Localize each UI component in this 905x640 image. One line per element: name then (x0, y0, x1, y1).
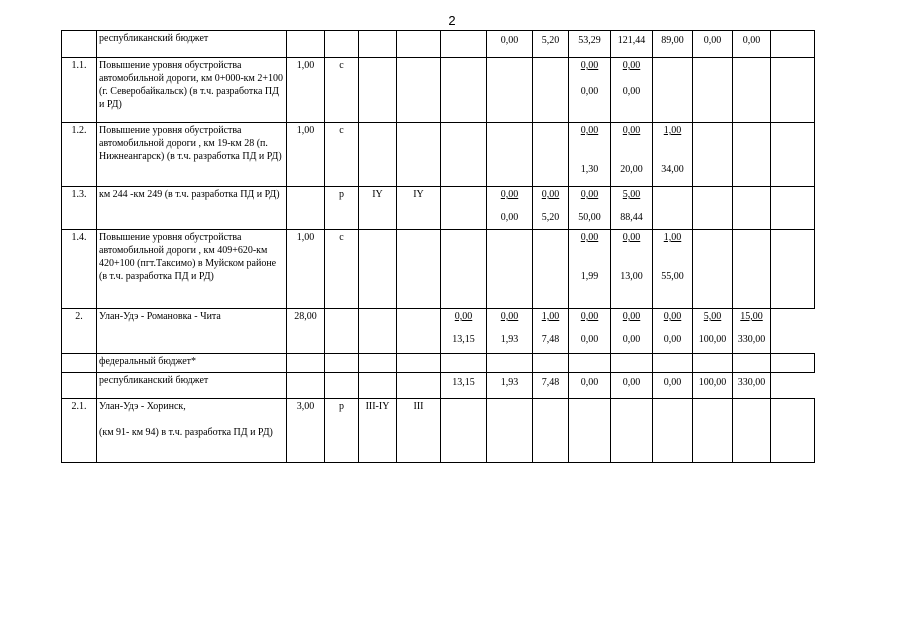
value-bottom: 13,00 (620, 271, 643, 282)
value-cell: 13,15 (441, 373, 487, 399)
value-bottom: 1,30 (580, 164, 599, 175)
value-top: 0,00 (500, 189, 519, 200)
value-bottom: 0,00 (580, 86, 599, 97)
value-cell: 0,00 (653, 373, 693, 399)
category-cell: IY (397, 187, 441, 230)
type-cell: с (325, 230, 359, 309)
table-row (62, 230, 815, 309)
value-cell: 0,00 (611, 373, 653, 399)
value-bottom: 0,00 (663, 334, 682, 345)
value-top: 5,00 (622, 189, 641, 200)
value-bottom: 13,15 (452, 334, 475, 345)
value-cell: 100,00 (693, 373, 733, 399)
value-bottom: 1,93 (500, 334, 519, 345)
length-cell: 1,00 (287, 58, 325, 123)
value-bottom: 50,00 (578, 212, 601, 223)
category-cell: III (397, 399, 441, 463)
value-bottom: 5,20 (541, 212, 560, 223)
row-name-continued: (км 91- км 94) в т.ч. разработка ПД и РД) (99, 427, 273, 438)
value-top: 0,00 (580, 189, 599, 200)
page-number: 2 (448, 13, 456, 28)
value-top: 0,00 (454, 311, 473, 322)
table-row (62, 373, 815, 399)
category-cell: III-IY (359, 399, 397, 463)
row-number: 1.1. (62, 58, 97, 123)
value-bottom: 330,00 (737, 334, 766, 345)
length-cell: 28,00 (287, 309, 325, 354)
value-bottom: 100,00 (698, 334, 727, 345)
value-bottom: 7,48 (541, 334, 560, 345)
length-cell: 1,00 (287, 123, 325, 187)
value-cell: 7,48 (533, 373, 569, 399)
row-number: 2. (62, 309, 97, 354)
table-row (62, 58, 815, 123)
row-name: Повышение уровня обустройства автомобильной дороги, км 0+000-км 2+100 (г. Северобайкальск) (в т.ч. разработка ПД и РД) (97, 58, 287, 123)
row-label: федеральный бюджет* (97, 354, 287, 373)
length-cell: 1,00 (287, 230, 325, 309)
value-cell: 0,00 (487, 31, 533, 58)
value-top: 0,00 (622, 232, 641, 243)
num-cell (62, 31, 97, 58)
value-cell: 1,93 (487, 373, 533, 399)
table-row (62, 31, 815, 58)
row-number: 2.1. (62, 399, 97, 463)
row-number: 1.4. (62, 230, 97, 309)
value-top: 0,00 (663, 311, 682, 322)
value-top: 0,00 (580, 125, 599, 136)
table-row (62, 354, 815, 373)
row-label: республиканский бюджет (97, 373, 287, 399)
table-row (62, 309, 815, 354)
value-top: 0,00 (580, 311, 599, 322)
value-top: 1,00 (663, 125, 682, 136)
type-cell: р (325, 187, 359, 230)
value-bottom: 0,00 (500, 212, 519, 223)
value-bottom: 20,00 (620, 164, 643, 175)
value-cell: 0,00 (693, 31, 733, 58)
category-cell: IY (359, 187, 397, 230)
row-name: км 244 -км 249 (в т.ч. разработка ПД и РД) (97, 187, 287, 230)
value-bottom: 0,00 (580, 334, 599, 345)
value-cell: 0,00 (569, 373, 611, 399)
row-name: Повышение уровня обустройства автомобильной дороги , км 19-км 28 (п. Нижнеангарск) (в т.ч. разработка ПД и РД) (97, 123, 287, 187)
value-cell: 89,00 (653, 31, 693, 58)
value-bottom: 55,00 (661, 271, 684, 282)
value-bottom: 88,44 (620, 212, 643, 223)
row-name: Улан-Удэ - Хоринск, (99, 401, 186, 412)
table-row (62, 399, 815, 463)
value-bottom: 34,00 (661, 164, 684, 175)
row-number: 1.3. (62, 187, 97, 230)
value-cell: 121,44 (611, 31, 653, 58)
value-top: 15,00 (740, 311, 763, 322)
type-cell: р (325, 399, 359, 463)
table-row (62, 123, 815, 187)
value-top: 0,00 (580, 232, 599, 243)
value-bottom: 0,00 (622, 86, 641, 97)
value-top: 0,00 (500, 311, 519, 322)
value-cell: 53,29 (569, 31, 611, 58)
row-number: 1.2. (62, 123, 97, 187)
value-top: 0,00 (541, 189, 560, 200)
value-cell: 0,00 (733, 31, 771, 58)
value-cell: 5,20 (533, 31, 569, 58)
value-top: 0,00 (622, 125, 641, 136)
value-top: 1,00 (541, 311, 560, 322)
value-cell: 330,00 (733, 373, 771, 399)
value-top: 0,00 (622, 311, 641, 322)
length-cell: 3,00 (287, 399, 325, 463)
type-cell: с (325, 123, 359, 187)
value-top: 5,00 (703, 311, 722, 322)
value-bottom: 0,00 (622, 334, 641, 345)
value-bottom: 1,99 (580, 271, 599, 282)
value-top: 0,00 (580, 60, 599, 71)
row-name: Повышение уровня обустройства автомобильной дороги , км 409+620-км 420+100 (пгт.Таксимо) в Муйском районе (в т.ч. разработка ПД и РД) (97, 230, 287, 309)
type-cell: с (325, 58, 359, 123)
row-label: республиканский бюджет (97, 31, 287, 58)
table-row (62, 187, 815, 230)
row-name: Улан-Удэ - Романовка - Чита (97, 309, 287, 354)
value-top: 1,00 (663, 232, 682, 243)
value-top: 0,00 (622, 60, 641, 71)
road-program-table (61, 30, 815, 463)
